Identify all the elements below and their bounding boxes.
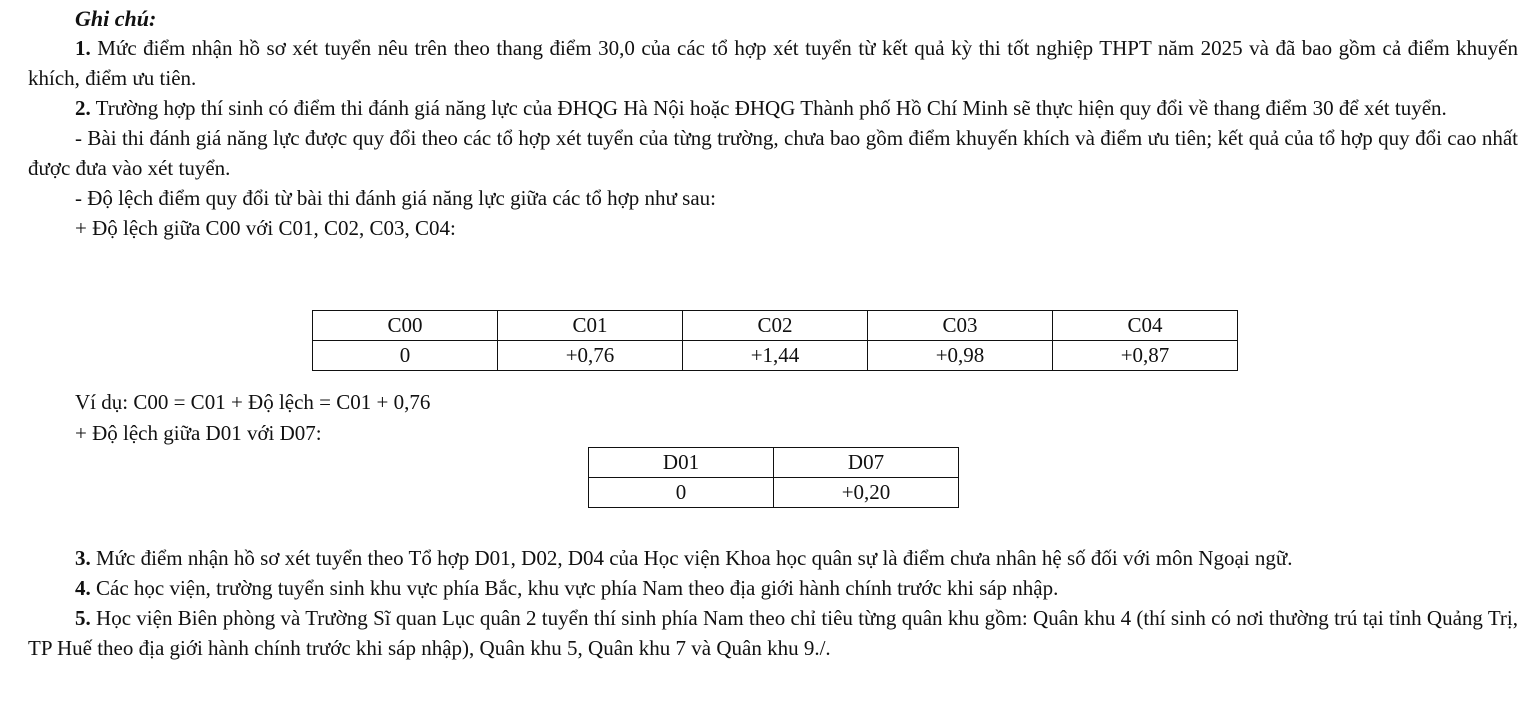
note-3	[28, 543, 1518, 573]
table-header-cell: C02	[683, 311, 868, 341]
table-value-cell: +0,20	[774, 478, 959, 508]
note-4-text: Các học viện, trường tuyển sinh khu vực phía Bắc, khu vực phía Nam theo địa giới hành chính trước khi sáp nhập.	[90, 576, 1059, 600]
note-1-text: Mức điểm nhận hồ sơ xét tuyển nêu trên theo thang điểm 30,0 của các tổ hợp xét tuyển từ kết quả kỳ thi tốt nghiệp THPT năm 2025 và đã bao gồm cả điểm khuyến khích, điểm ưu tiên.	[28, 36, 1518, 90]
note-5-text: Học viện Biên phòng và Trường Sĩ quan Lục quân 2 tuyển thí sinh phía Nam theo chỉ tiêu từng quân khu gồm: Quân khu 4 (thí sinh có nơi thường trú tại tỉnh Quảng Trị, TP Huế theo địa giới hành chính trước khi sáp nhập), Quân khu 5, Quân khu 7 và Quân khu 9./.	[28, 606, 1518, 660]
table-header-cell: C04	[1053, 311, 1238, 341]
note-4	[28, 573, 1518, 603]
table-value-cell: +0,87	[1053, 341, 1238, 371]
table-value-cell: 0	[589, 478, 774, 508]
table-header-row	[589, 448, 959, 478]
note-1-number: 1.	[75, 36, 91, 60]
note-3-number: 3.	[75, 546, 91, 570]
table-header-cell: C01	[498, 311, 683, 341]
table-header-cell: C03	[868, 311, 1053, 341]
note-2	[28, 93, 1518, 123]
example-line: Ví dụ: C00 = C01 + Độ lệch = C01 + 0,76	[75, 390, 431, 414]
notes-heading: Ghi chú:	[75, 6, 157, 31]
note-2-text: Trường hợp thí sinh có điểm thi đánh giá năng lực của ĐHQG Hà Nội hoặc ĐHQG Thành phố Hồ Chí Minh sẽ thực hiện quy đổi về thang điểm 30 để xét tuyển.	[90, 96, 1447, 120]
note-1	[28, 33, 1518, 93]
table-value-cell: +0,98	[868, 341, 1053, 371]
table-value-row	[589, 478, 959, 508]
note-2-bullet-2: - Độ lệch điểm quy đổi từ bài thi đánh giá năng lực giữa các tổ hợp như sau:	[75, 186, 716, 210]
document-body	[28, 4, 1518, 243]
c-deviation-table	[312, 310, 1238, 371]
table-header-row	[313, 311, 1238, 341]
note-3-text: Mức điểm nhận hồ sơ xét tuyển theo Tổ hợp D01, D02, D04 của Học viện Khoa học quân sự là điểm chưa nhân hệ số đối với môn Ngoại ngữ.	[90, 546, 1293, 570]
notes-lower	[28, 543, 1518, 663]
table-value-cell: 0	[313, 341, 498, 371]
d-group-label: + Độ lệch giữa D01 với D07:	[75, 421, 322, 445]
note-5-number: 5.	[75, 606, 91, 630]
c-group-label: + Độ lệch giữa C00 với C01, C02, C03, C04:	[75, 216, 456, 240]
table-header-cell: D07	[774, 448, 959, 478]
table-header-cell: C00	[313, 311, 498, 341]
table-value-row	[313, 341, 1238, 371]
note-4-number: 4.	[75, 576, 91, 600]
table-value-cell: +0,76	[498, 341, 683, 371]
table-value-cell: +1,44	[683, 341, 868, 371]
note-2-bullet-1: - Bài thi đánh giá năng lực được quy đổi theo các tổ hợp xét tuyển của từng trường, chưa bao gồm điểm khuyến khích và điểm ưu tiên; kết quả của tổ hợp quy đổi cao nhất được đưa vào xét tuyển.	[28, 126, 1518, 180]
note-2-number: 2.	[75, 96, 91, 120]
note-5	[28, 603, 1518, 663]
table-header-cell: D01	[589, 448, 774, 478]
d-deviation-table	[588, 447, 959, 508]
